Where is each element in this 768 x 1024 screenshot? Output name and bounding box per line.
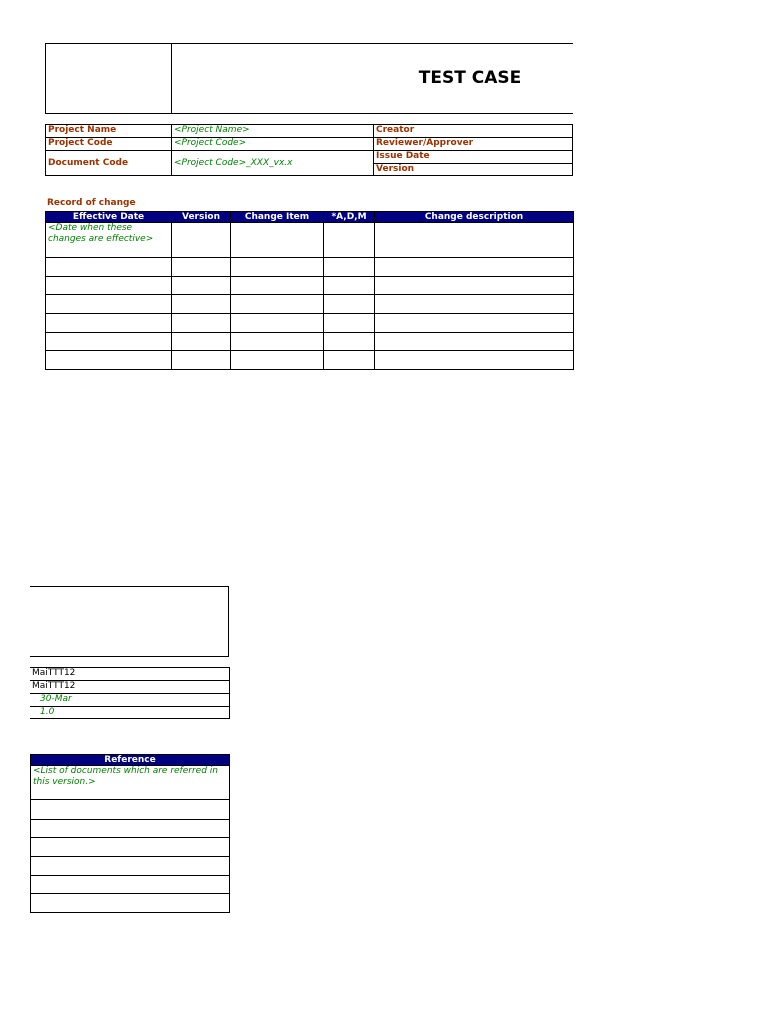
- change-description-cell[interactable]: [375, 295, 574, 314]
- table-row: [31, 800, 230, 820]
- reference-cell[interactable]: [31, 894, 230, 913]
- creator-value[interactable]: MaiTTT12: [30, 668, 229, 681]
- record-of-change-title: Record of change: [47, 198, 136, 208]
- project-name-value[interactable]: <Project Name>: [172, 125, 374, 138]
- reference-cell[interactable]: [31, 876, 230, 894]
- reference-title: Reference: [31, 755, 230, 766]
- table-row: [46, 277, 574, 295]
- document-code-row: [46, 151, 573, 164]
- adm-cell[interactable]: [324, 314, 375, 333]
- table-row: [31, 766, 230, 800]
- reference-cell[interactable]: [31, 800, 230, 820]
- effective-date-cell[interactable]: [46, 258, 172, 277]
- change-description-cell[interactable]: [375, 333, 574, 351]
- record-of-change-table: [45, 211, 574, 370]
- version-cell[interactable]: [172, 351, 231, 370]
- table-row: [46, 333, 574, 351]
- record-header-row: [46, 212, 574, 223]
- version-cell[interactable]: [172, 258, 231, 277]
- change-item-cell[interactable]: [231, 223, 324, 258]
- continuation-info-table: [30, 667, 230, 719]
- continuation-header-box: [30, 586, 229, 657]
- document-code-value[interactable]: <Project Code>_XXX_vx.x: [172, 151, 374, 176]
- table-row: [31, 820, 230, 838]
- effective-date-cell[interactable]: [46, 277, 172, 295]
- version-value-row: [30, 707, 229, 719]
- reviewer-value[interactable]: MaiTTT12: [30, 681, 229, 694]
- version-cell[interactable]: [172, 277, 231, 295]
- reference-cell[interactable]: [31, 857, 230, 876]
- project-name-label: Project Name: [46, 125, 172, 138]
- project-name-row: [46, 125, 573, 138]
- col-effective-date: Effective Date: [46, 212, 172, 223]
- change-item-cell[interactable]: [231, 333, 324, 351]
- reference-table: [30, 754, 230, 913]
- table-row: [46, 295, 574, 314]
- col-version: Version: [172, 212, 231, 223]
- version-cell[interactable]: [172, 314, 231, 333]
- effective-date-cell[interactable]: [46, 351, 172, 370]
- adm-cell[interactable]: [324, 333, 375, 351]
- table-row: [31, 876, 230, 894]
- change-item-cell[interactable]: [231, 314, 324, 333]
- table-row: [31, 857, 230, 876]
- change-item-cell[interactable]: [231, 258, 324, 277]
- issue-date-value[interactable]: 30-Mar: [30, 694, 229, 707]
- table-row: [46, 223, 574, 258]
- table-row: [46, 258, 574, 277]
- effective-date-cell[interactable]: [46, 295, 172, 314]
- change-item-cell[interactable]: [231, 277, 324, 295]
- reference-cell[interactable]: [31, 838, 230, 857]
- issue-date-label: Issue Date: [374, 151, 573, 164]
- table-row: [31, 894, 230, 913]
- change-description-cell[interactable]: [375, 223, 574, 258]
- change-description-cell[interactable]: [375, 351, 574, 370]
- col-change-description: Change description: [375, 212, 574, 223]
- change-item-cell[interactable]: [231, 295, 324, 314]
- reference-header-row: [31, 755, 230, 766]
- table-row: [31, 838, 230, 857]
- adm-cell[interactable]: [324, 295, 375, 314]
- change-description-cell[interactable]: [375, 314, 574, 333]
- document-code-label: Document Code: [46, 151, 172, 176]
- effective-date-cell[interactable]: [46, 314, 172, 333]
- version-cell[interactable]: [172, 223, 231, 258]
- effective-date-cell[interactable]: <Date when these changes are effective>: [46, 223, 172, 258]
- adm-cell[interactable]: [324, 223, 375, 258]
- change-description-cell[interactable]: [375, 258, 574, 277]
- creator-label: Creator: [374, 125, 573, 138]
- project-info-table: [45, 124, 573, 176]
- col-adm: *A,D,M: [324, 212, 375, 223]
- version-label: Version: [374, 164, 573, 176]
- change-description-cell[interactable]: [375, 277, 574, 295]
- adm-cell[interactable]: [324, 258, 375, 277]
- version-cell[interactable]: [172, 295, 231, 314]
- adm-cell[interactable]: [324, 351, 375, 370]
- table-row: [46, 351, 574, 370]
- project-code-label: Project Code: [46, 138, 172, 151]
- reviewer-value-row: [30, 681, 229, 694]
- adm-cell[interactable]: [324, 277, 375, 295]
- project-code-value[interactable]: <Project Code>: [172, 138, 374, 151]
- page-title: TEST CASE: [418, 68, 522, 88]
- table-row: [46, 314, 574, 333]
- reference-cell[interactable]: <List of documents which are referred in this version.>: [31, 766, 230, 800]
- creator-value-row: [30, 668, 229, 681]
- change-item-cell[interactable]: [231, 351, 324, 370]
- header-logo-cell: [45, 43, 172, 114]
- issue-date-value-row: [30, 694, 229, 707]
- version-cell[interactable]: [172, 333, 231, 351]
- reference-cell[interactable]: [31, 820, 230, 838]
- effective-date-cell[interactable]: [46, 333, 172, 351]
- reviewer-approver-label: Reviewer/Approver: [374, 138, 573, 151]
- version-value[interactable]: 1.0: [30, 707, 229, 719]
- project-code-row: [46, 138, 573, 151]
- col-change-item: Change Item: [231, 212, 324, 223]
